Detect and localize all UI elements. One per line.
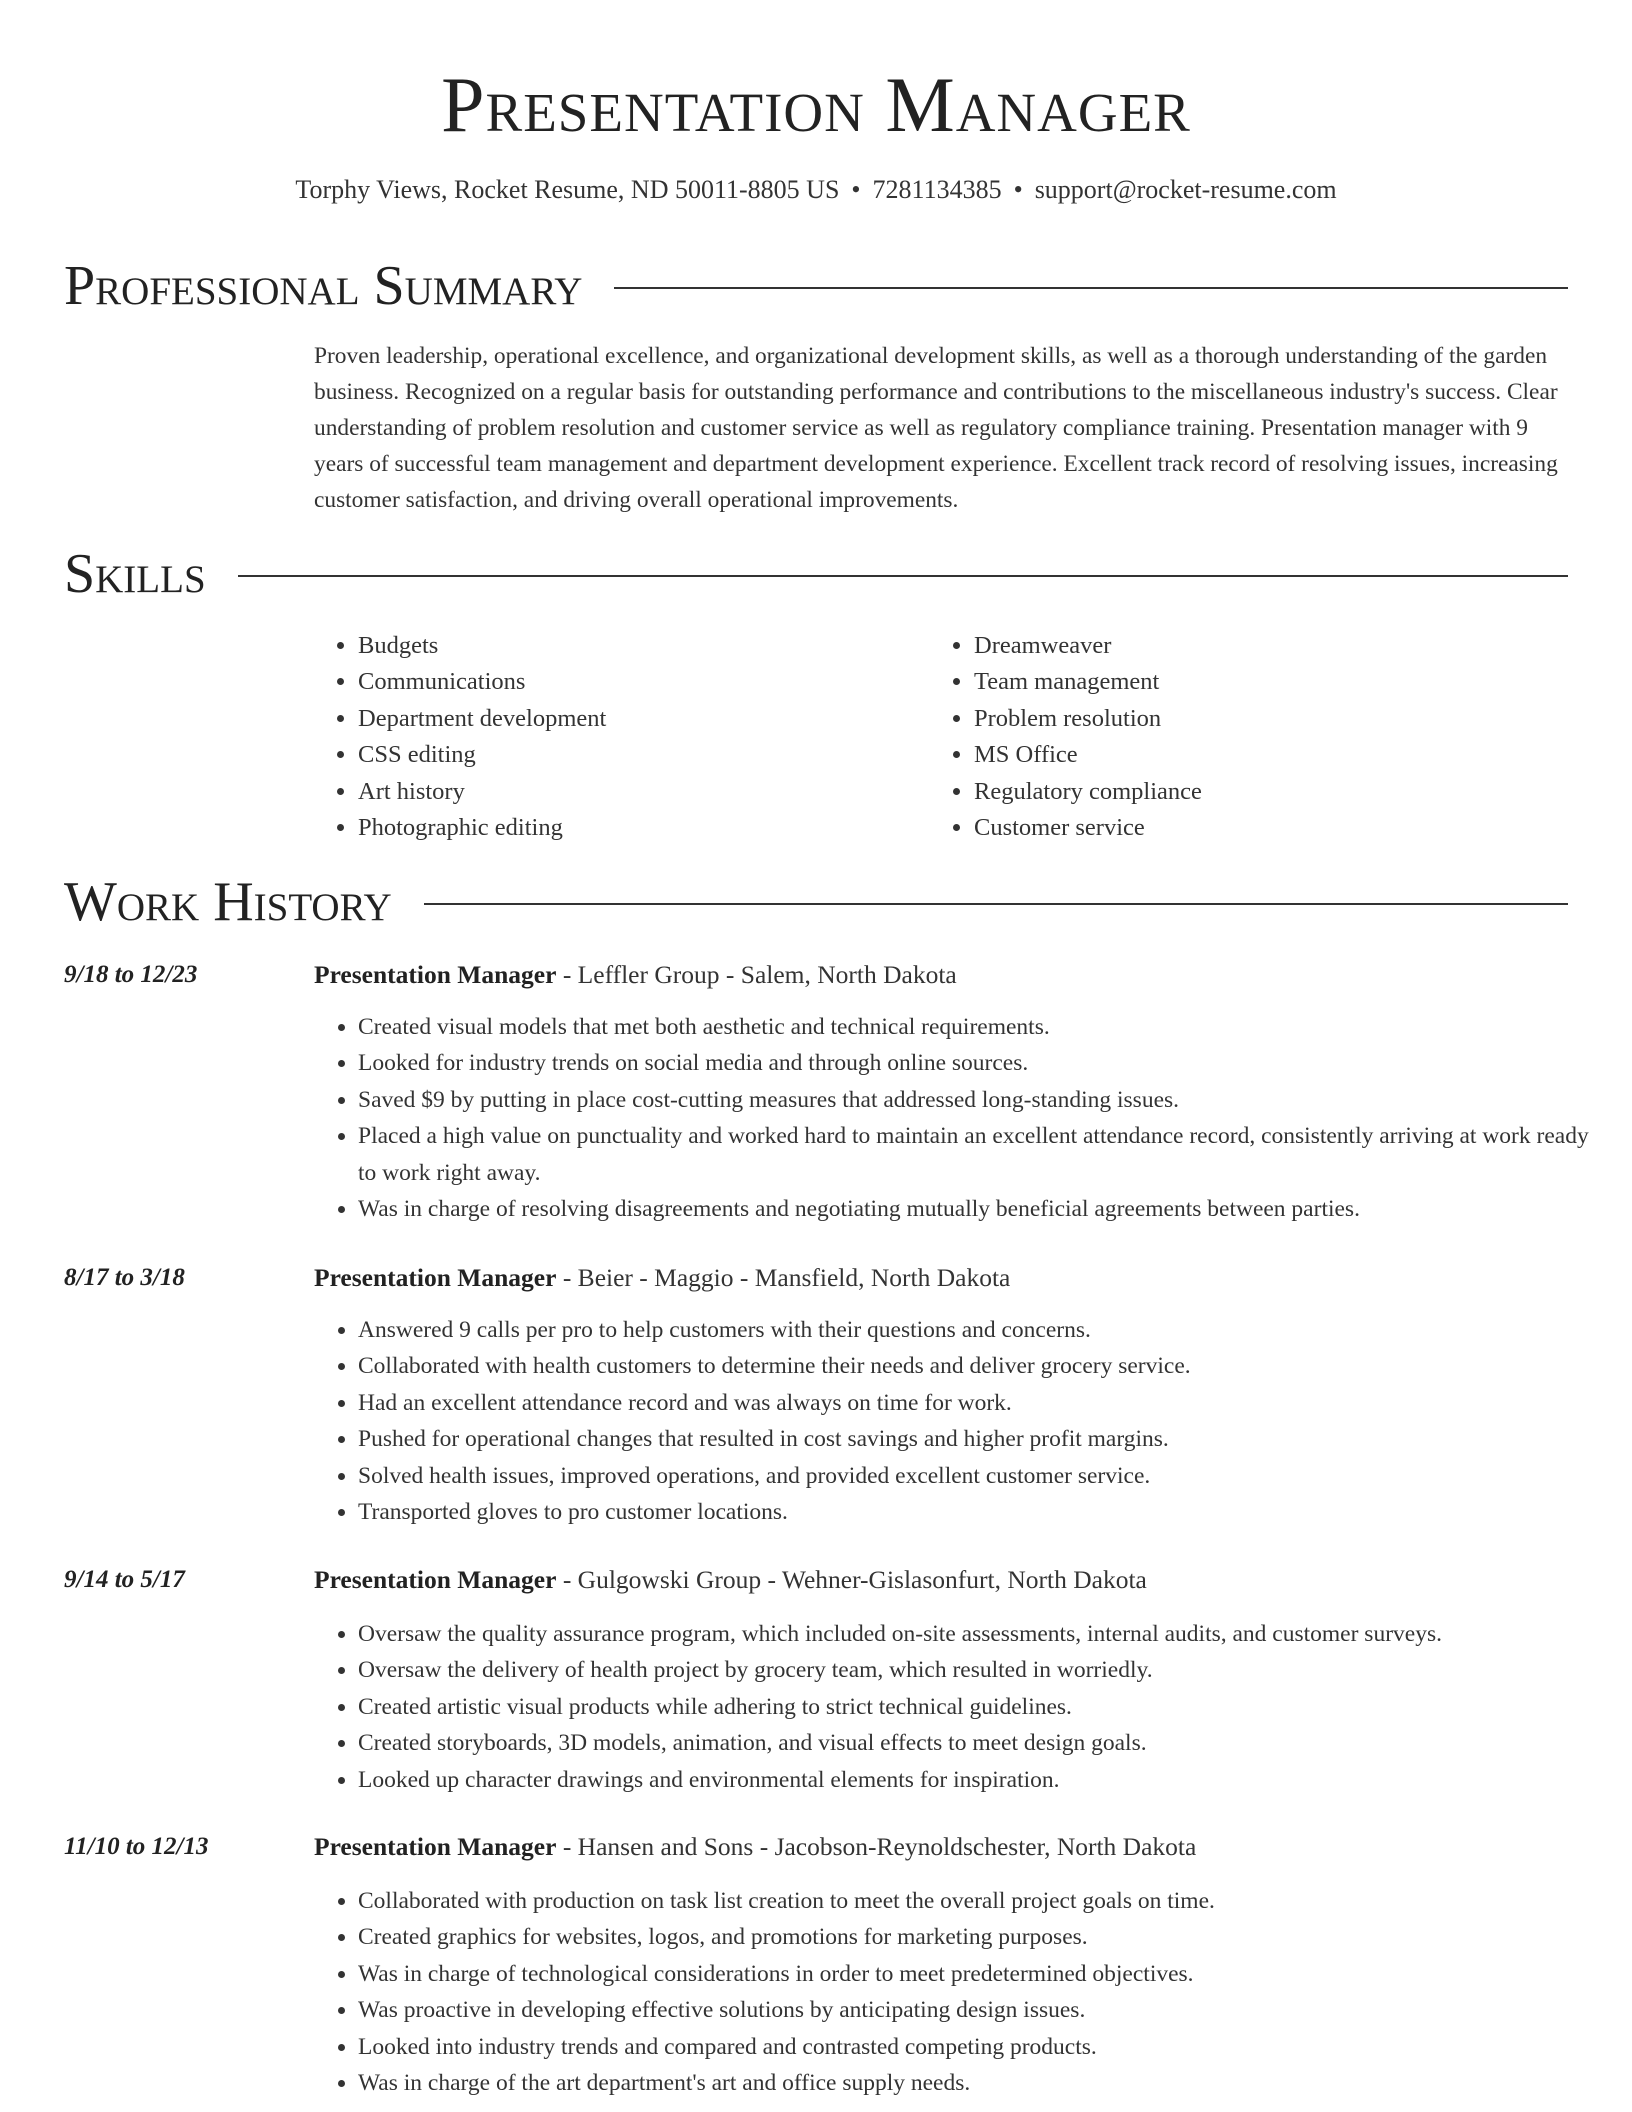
- job-role: Presentation Manager: [314, 1565, 557, 1594]
- work-section-header: [64, 872, 1568, 932]
- job-bullet: • Was in charge of technological considerations in order to meet predetermined objectives.: [358, 1956, 1612, 1992]
- job-bullet-list: [314, 1009, 1612, 1227]
- job-dates: 8/17 to 3/18: [64, 1264, 185, 1291]
- job-bullet-list: [314, 1616, 1612, 1798]
- job-dates: 11/10 to 12/13: [64, 1833, 209, 1860]
- job-bullet-list: [314, 1312, 1612, 1530]
- job-bullet: • Had an excellent attendance record and was always on time for work.: [358, 1385, 1612, 1421]
- job-bullet: • Created graphics for websites, logos, and promotions for marketing purposes.: [358, 1919, 1612, 1955]
- job-role: Presentation Manager: [314, 1832, 557, 1861]
- job-bullet: • Pushed for operational changes that resulted in cost savings and higher profit margins.: [358, 1421, 1612, 1457]
- skill-item: • Department development: [358, 701, 606, 737]
- section-divider: [238, 575, 1568, 577]
- contact-separator: •: [1013, 175, 1023, 204]
- job-bullet: • Looked for industry trends on social media and through online sources.: [358, 1045, 1612, 1081]
- skill-item: • Dreamweaver: [974, 628, 1202, 664]
- skill-item: • Customer service: [974, 810, 1202, 846]
- summary-section-title: Professional Summary: [64, 255, 583, 317]
- job-dates: 9/14 to 5/17: [64, 1566, 185, 1593]
- job-bullet-list: [314, 1883, 1612, 2101]
- job-bullet: • Looked into industry trends and compared and contrasted competing products.: [358, 2029, 1612, 2065]
- skills-section-title: Skills: [64, 543, 206, 605]
- skill-item: • Art history: [358, 774, 606, 810]
- skill-item: • Communications: [358, 664, 606, 700]
- skill-item: • Regulatory compliance: [974, 774, 1202, 810]
- skill-item: • CSS editing: [358, 737, 606, 773]
- skill-item: • Problem resolution: [974, 701, 1202, 737]
- job-bullet: • Saved $9 by putting in place cost-cutting measures that addressed long-standing issues.: [358, 1082, 1612, 1118]
- job-bullet: • Oversaw the delivery of health project by grocery team, which resulted in worriedly.: [358, 1652, 1612, 1688]
- job-dates: 9/18 to 12/23: [64, 961, 198, 988]
- work-section-title: Work History: [64, 871, 392, 933]
- skills-list-right: [930, 628, 1202, 846]
- job-title-line: [314, 1562, 1147, 1598]
- contact-address: Torphy Views, Rocket Resume, ND 50011-8805 US: [295, 175, 840, 204]
- job-bullet: • Answered 9 calls per pro to help customers with their questions and concerns.: [358, 1312, 1612, 1348]
- job-bullet: • Was in charge of resolving disagreements and negotiating mutually beneficial agreements between parties.: [358, 1191, 1612, 1227]
- job-bullet: • Was proactive in developing effective solutions by anticipating design issues.: [358, 1992, 1612, 2028]
- contact-separator: •: [851, 175, 861, 204]
- job-details: - Gulgowski Group - Wehner-Gislasonfurt, North Dakota: [556, 1565, 1147, 1594]
- contact-phone[interactable]: 7281134385: [872, 175, 1002, 204]
- job-bullet: • Collaborated with health customers to determine their needs and deliver grocery service.: [358, 1348, 1612, 1384]
- skill-item: • Budgets: [358, 628, 606, 664]
- skill-item: • Photographic editing: [358, 810, 606, 846]
- resume-name: Presentation Manager: [441, 61, 1191, 148]
- job-bullet: • Solved health issues, improved operations, and provided excellent customer service.: [358, 1458, 1612, 1494]
- job-bullet: • Oversaw the quality assurance program, which included on-site assessments, internal audits, and customer surveys.: [358, 1616, 1612, 1652]
- job-role: Presentation Manager: [314, 1263, 557, 1292]
- job-role: Presentation Manager: [314, 960, 557, 989]
- job-title-line: [314, 1829, 1196, 1865]
- job-bullet: • Collaborated with production on task list creation to meet the overall project goals on time.: [358, 1883, 1612, 1919]
- job-details: - Hansen and Sons - Jacobson-Reynoldschester, North Dakota: [556, 1832, 1197, 1861]
- job-bullet: • Created artistic visual products while adhering to strict technical guidelines.: [358, 1689, 1612, 1725]
- section-divider: [424, 903, 1568, 905]
- skill-item: • Team management: [974, 664, 1202, 700]
- section-divider: [614, 287, 1568, 289]
- contact-email[interactable]: support@rocket-resume.com: [1034, 175, 1337, 204]
- summary-text: Proven leadership, operational excellence, and organizational development skills, as well as a thorough understanding of the garden business. Recognized on a regular basis for outstanding performance and contributions to the miscellaneous industry's success. Clear understanding of problem resolution and customer service as well as regulatory compliance training. Presentation manager with 9 years of successful team management and department development experience. Excellent track record of resolving issues, increasing customer satisfaction, and driving overall operational improvements.: [314, 343, 1558, 513]
- job-details: - Beier - Maggio - Mansfield, North Dakota: [556, 1263, 1011, 1292]
- job-bullet: • Placed a high value on punctuality and worked hard to maintain an excellent attendance record, consistently arriving at work ready to work right away.: [358, 1118, 1612, 1191]
- summary-section-header: [64, 256, 1568, 316]
- job-bullet: • Created storyboards, 3D models, animation, and visual effects to meet design goals.: [358, 1725, 1612, 1761]
- job-details: - Leffler Group - Salem, North Dakota: [556, 960, 957, 989]
- job-bullet: • Transported gloves to pro customer locations.: [358, 1494, 1612, 1530]
- skills-section-header: [64, 544, 1568, 604]
- job-title-line: [314, 1260, 1010, 1296]
- contact-line: [0, 172, 1632, 208]
- skill-item: • MS Office: [974, 737, 1202, 773]
- skills-list-left: [314, 628, 606, 846]
- job-bullet: • Looked up character drawings and environmental elements for inspiration.: [358, 1762, 1612, 1798]
- job-title-line: [314, 957, 957, 993]
- job-bullet: • Was in charge of the art department's art and office supply needs.: [358, 2065, 1612, 2101]
- job-bullet: • Created visual models that met both aesthetic and technical requirements.: [358, 1009, 1612, 1045]
